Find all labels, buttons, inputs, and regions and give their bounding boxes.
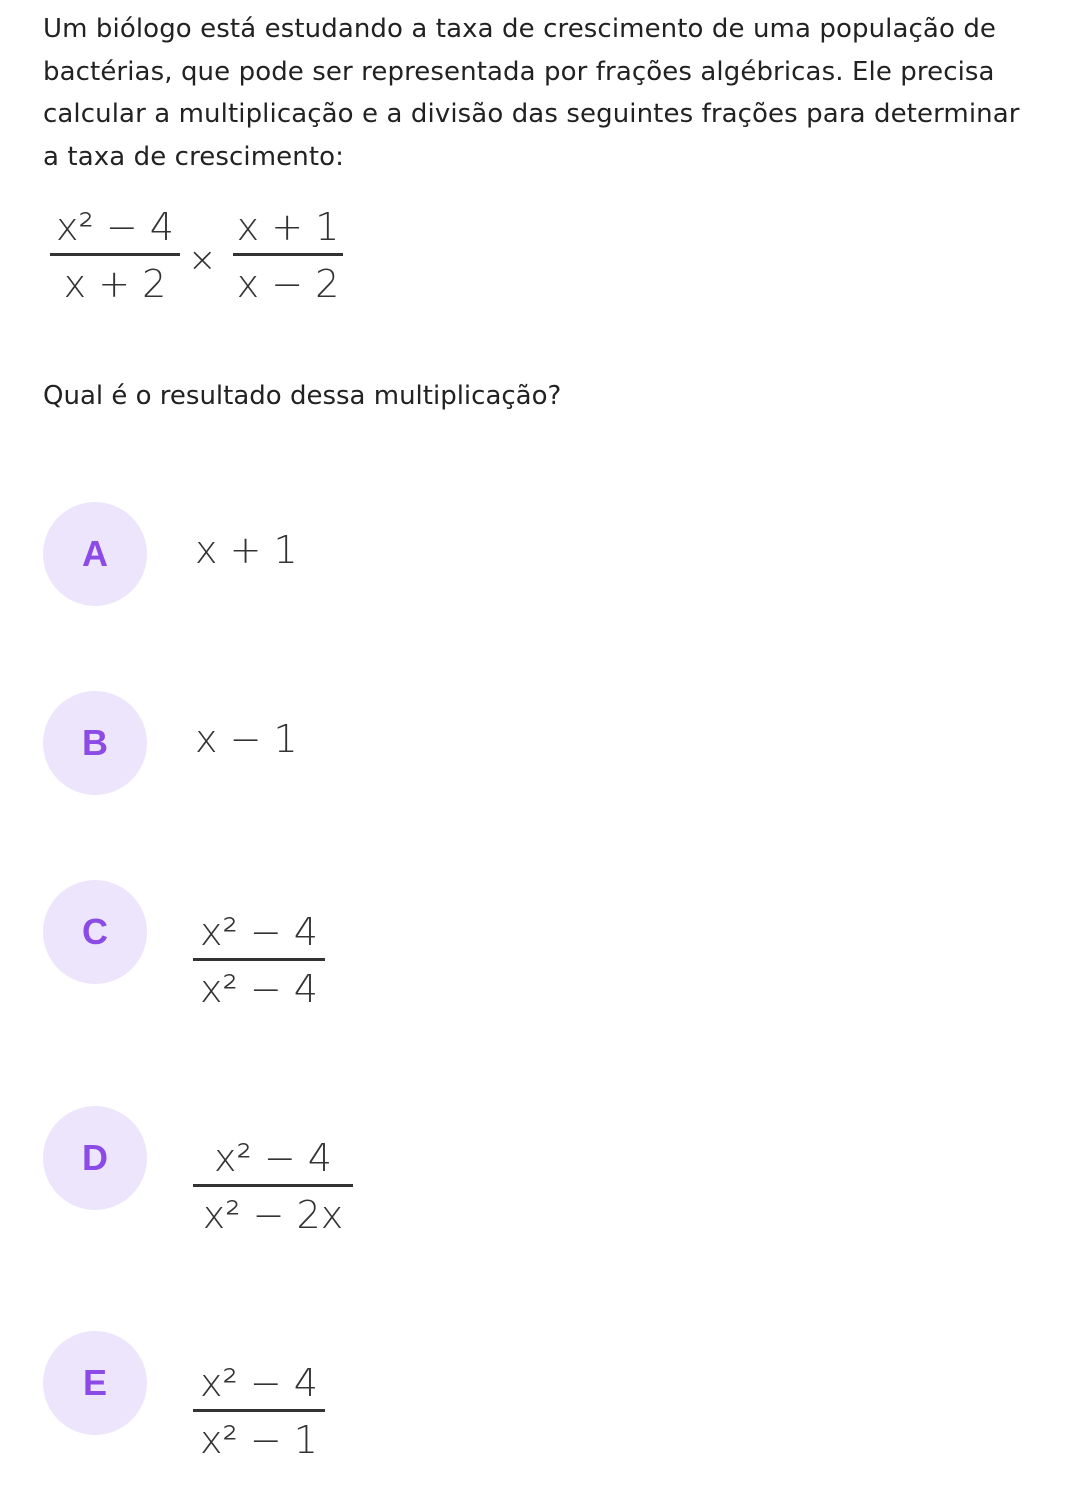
option-letter-badge[interactable]: E (43, 1331, 147, 1435)
option-e[interactable] (43, 1331, 1043, 1491)
fraction-bar (193, 1184, 353, 1187)
option-c-numerator: x² − 4 (200, 910, 318, 954)
times-operator: × (188, 240, 217, 280)
option-c-denominator: x² − 4 (200, 967, 318, 1011)
option-letter-badge[interactable]: B (43, 691, 147, 795)
option-e-fraction (193, 1361, 325, 1462)
fraction-bar (50, 253, 180, 256)
expression-right-fraction (233, 205, 343, 306)
fraction-bar (233, 253, 343, 256)
option-letter-badge[interactable]: C (43, 880, 147, 984)
right-numerator: x + 1 (236, 205, 340, 249)
option-b[interactable] (43, 691, 1043, 795)
fraction-bar (193, 958, 325, 961)
expression-left-fraction (50, 205, 180, 306)
option-d-numerator: x² − 4 (214, 1136, 332, 1180)
option-c-fraction (193, 910, 325, 1011)
option-d-denominator: x² − 2x (202, 1193, 344, 1237)
option-a-text: x + 1 (195, 528, 298, 572)
left-denominator: x + 2 (63, 262, 167, 306)
question-prompt: Qual é o resultado dessa multiplicação? (43, 381, 562, 411)
option-c[interactable] (43, 880, 1043, 1040)
option-letter-badge[interactable]: A (43, 502, 147, 606)
option-e-numerator: x² − 4 (200, 1361, 318, 1405)
option-a[interactable] (43, 502, 1043, 606)
fraction-bar (193, 1409, 325, 1412)
option-d[interactable] (43, 1106, 1043, 1266)
question-text: Um biólogo está estudando a taxa de crescimento de uma população de bactérias, que pode ser representada por frações algébricas. Ele precisa calcular a multiplicação e a divisão das seguintes frações para determinar a taxa de crescimento: (43, 14, 1020, 172)
option-b-text: x − 1 (195, 717, 298, 761)
right-denominator: x − 2 (236, 262, 340, 306)
left-numerator: x² − 4 (56, 205, 174, 249)
option-d-fraction (193, 1136, 353, 1237)
option-e-denominator: x² − 1 (200, 1418, 318, 1462)
option-letter-badge[interactable]: D (43, 1106, 147, 1210)
